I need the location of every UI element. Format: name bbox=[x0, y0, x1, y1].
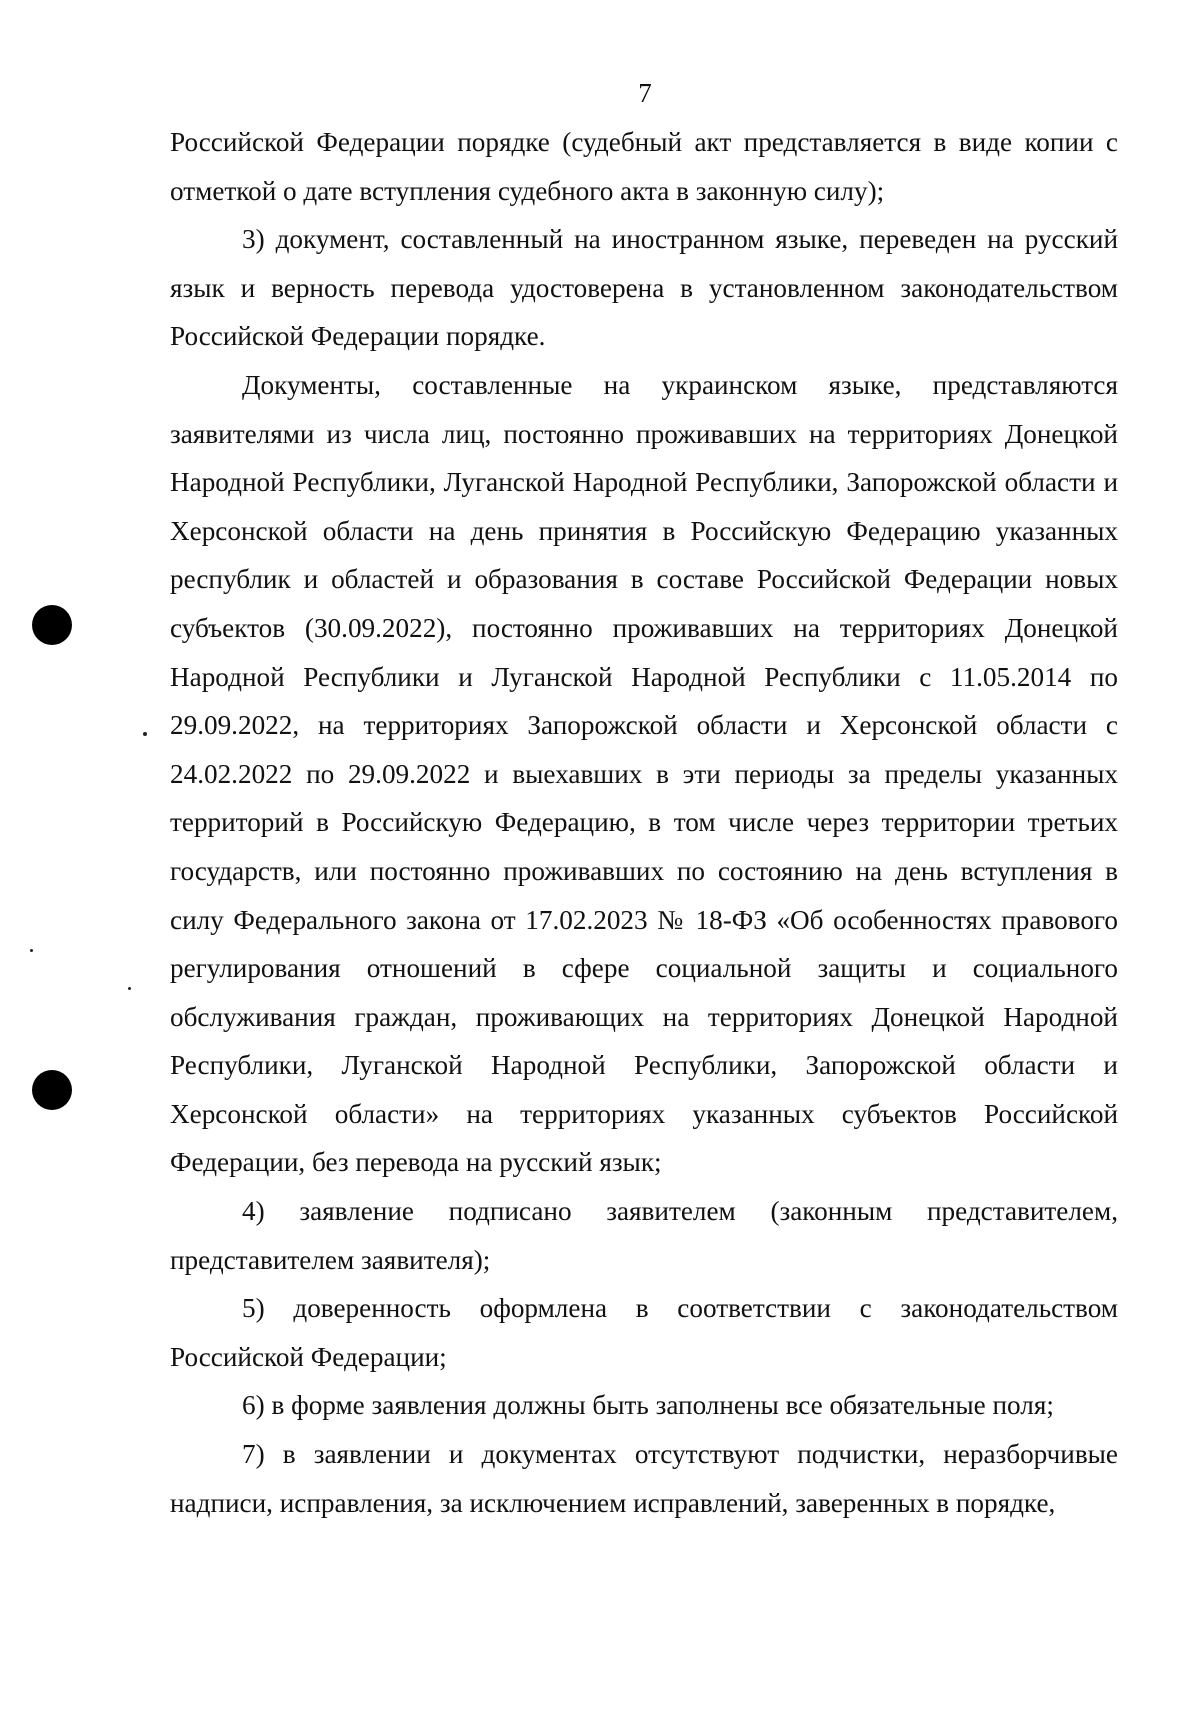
scan-speck bbox=[143, 732, 147, 736]
punch-hole-mark bbox=[32, 605, 72, 645]
paragraph-item-4: 4) заявление подписано заявителем (законным представителем, представителем заявителя); bbox=[170, 1196, 1118, 1275]
paragraph-item-3: 3) документ, составленный на иностранном языке, переведен на русский язык и верность перевода удостоверена в установленном законодательством Российской Федерации порядке. bbox=[170, 224, 1118, 352]
paragraph-item-6: 6) в форме заявления должны быть заполнены все обязательные поля; bbox=[242, 1390, 1054, 1421]
page-number: 7 bbox=[638, 78, 652, 108]
scan-speck bbox=[128, 987, 131, 990]
paragraph-continuation: Российской Федерации порядке (судебный акт представляется в виде копии с отметкой о дате вступления судебного акта в законную силу); bbox=[170, 127, 1118, 206]
paragraph-item-7: 7) в заявлении и документах отсутствуют подчистки, неразборчивые надписи, исправления, за исключением исправлений, заверенных в порядке, bbox=[170, 1439, 1118, 1518]
paragraph-ukrainian-documents: Документы, составленные на украинском языке, представляются заявителями из числа лиц, постоянно проживавших на территориях Донецкой Народной Республики, Луганской Народной Республики, Запорожской области и Херсонской области на день принятия в Российскую Федерацию указанных республик и областей и образования в составе Российской Федерации новых субъектов (30.09.2022), постоянно проживавших на территориях Донецкой Народной Республики и Луганской Народной Республики с 11.05.2014 по 29.09.2022, на территориях Запорожской области и Херсонской области с 24.02.2022 по 29.09.2022 и выехавших в эти периоды за пределы указанных территорий в Российскую Федерацию, в том числе через территории третьих государств, или постоянно проживавших по состоянию на день вступления в силу Федерального закона от 17.02.2023 № 18-ФЗ «Об особенностях правового регулирования отношений в сфере социальной защиты и социального обслуживания граждан, проживающих на территориях Донецкой Народной Республики, Луганской Народной Республики, Запорожской области и Херсонской области» на территориях указанных субъектов Российской Федерации, без перевода на русский язык; bbox=[170, 369, 1118, 1178]
document-body bbox=[170, 118, 1118, 1527]
punch-hole-mark bbox=[32, 1070, 72, 1110]
paragraph-item-5: 5) доверенность оформлена в соответствии с законодательством Российской Федерации; bbox=[170, 1293, 1118, 1372]
scan-speck bbox=[30, 949, 33, 952]
